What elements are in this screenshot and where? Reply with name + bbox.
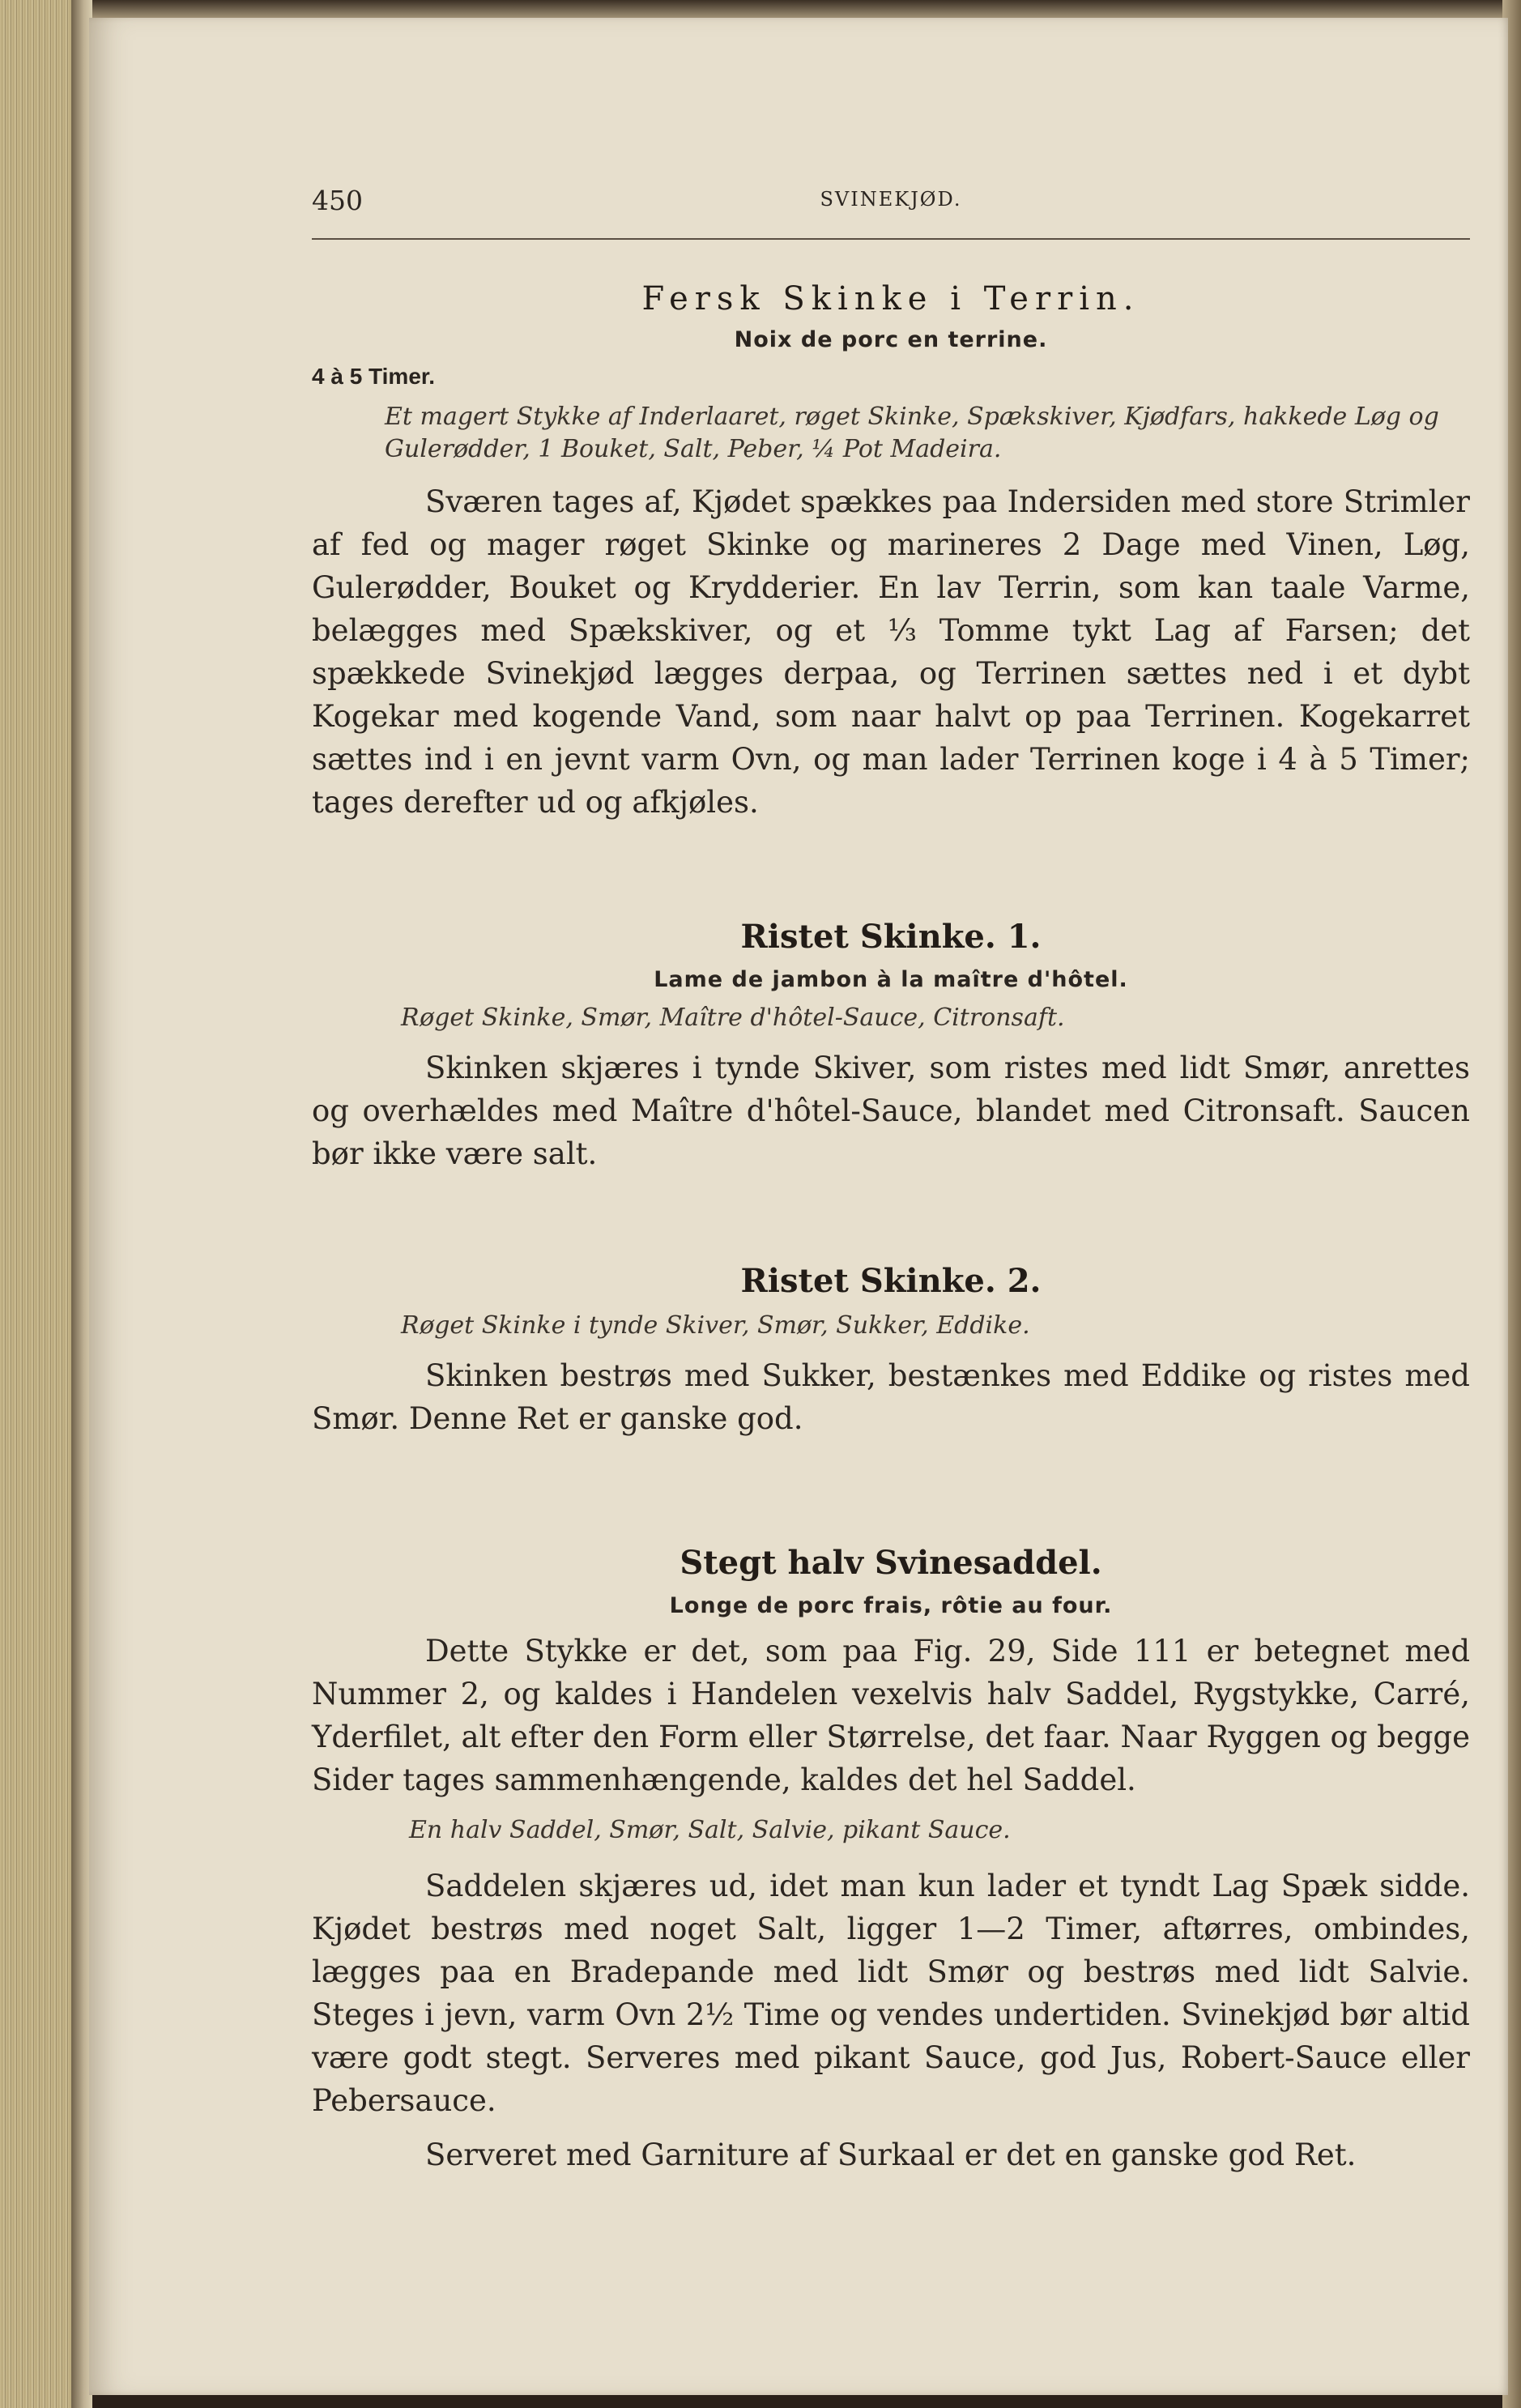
header-rule (312, 238, 1470, 240)
running-title: SVINEKJØD. (820, 188, 962, 211)
recipe-subtitle: Longe de porc frais, rôtie au four. (669, 1593, 1113, 1618)
book-page-edges (0, 0, 81, 2408)
ingredients: Et magert Stykke af Inderlaaret, røget Skinke, Spækskiver, Kjødfars, hakkede Løg og Gulerødder, 1 Bouket, Salt, Peber, ¼ Pot Madeira. (385, 403, 1439, 463)
recipe-paragraph: Serveret med Garniture af Surkaal er det en ganske god Ret. (425, 2137, 1357, 2172)
ingredients: Røget Skinke i tynde Skiver, Smør, Sukker, Eddike. (401, 1311, 1030, 1340)
recipe-paragraph: Sværen tages af, Kjødet spækkes paa Indersiden med store Strimler af fed og mager røget Skinke og marineres 2 Dage med Vinen, Løg, Gulerødder, Bouket og Krydderier. En lav Terrin, som kan taale Varme, belægges med Spækskiver, og et ⅓ Tomme tykt Lag af Farsen; det spækkede Svinekjød lægges derpaa, og Terrinen sættes ned i et dybt Kogekar med kogende Vand, som naar halvt op paa Terrinen. Kogekarret sættes ind i en jevnt varm Ovn, og man lader Terrinen koge i 4 à 5 Timer; tages derefter ud og afkjøles. (312, 484, 1470, 820)
recipe-subtitle: Lame de jambon à la maître d'hôtel. (654, 967, 1128, 992)
recipe-subtitle: Noix de porc en terrine. (734, 327, 1048, 352)
recipe-ristet-skinke-1 (312, 918, 1470, 1175)
page-top-edge (81, 0, 1521, 19)
page-number: 450 (312, 185, 363, 216)
recipe-fersk-skinke (312, 280, 1470, 824)
recipe-paragraph: Skinken bestrøs med Sukker, bestænkes med Eddike og ristes med Smør. Denne Ret er ganske god. (312, 1358, 1470, 1436)
cooking-time: 4 à 5 Timer. (312, 364, 436, 389)
recipe-ristet-skinke-2 (312, 1262, 1470, 1440)
recipe-title: Ristet Skinke. 2. (740, 1262, 1042, 1300)
recipe-title: Stegt halv Svinesaddel. (680, 1544, 1102, 1582)
running-head (312, 185, 1470, 217)
ingredients: En halv Saddel, Smør, Salt, Salvie, pikant Sauce. (409, 1816, 1011, 1844)
recipe-title: Fersk Skinke i Terrin. (641, 280, 1140, 318)
ingredients: Røget Skinke, Smør, Maître d'hôtel-Sauce, Citronsaft. (401, 1004, 1065, 1032)
recipe-stegt-svinesaddel (312, 1544, 1470, 2176)
recipe-paragraph: Dette Stykke er det, som paa Fig. 29, Side 111 er betegnet med Nummer 2, og kaldes i Handelen vexelvis halv Saddel, Rygstykke, Carré, Yderfilet, alt efter den Form eller Størrelse, det faar. Naar Ryggen og begge Sider tages sammenhængende, kaldes det hel Saddel. (312, 1634, 1471, 1797)
recipe-title: Ristet Skinke. 1. (740, 918, 1042, 956)
recipe-paragraph: Skinken skjæres i tynde Skiver, som ristes med lidt Smør, anrettes og overhældes med Maître d'hôtel-Sauce, blandet med Citronsaft. Saucen bør ikke være salt. (312, 1051, 1470, 1171)
recipe-paragraph: Saddelen skjæres ud, idet man kun lader et tyndt Lag Spæk sidde. Kjødet bestrøs med noget Salt, ligger 1—2 Timer, aftørres, ombindes, lægges paa en Bradepande med lidt Smør og bestrøs med lidt Salvie. Steges i jevn, varm Ovn 2½ Time og vendes undertiden. Svinekjød bør altid være godt stegt. Serveres med pikant Sauce, god Jus, Robert-Sauce eller Pebersauce. (312, 1869, 1470, 2118)
